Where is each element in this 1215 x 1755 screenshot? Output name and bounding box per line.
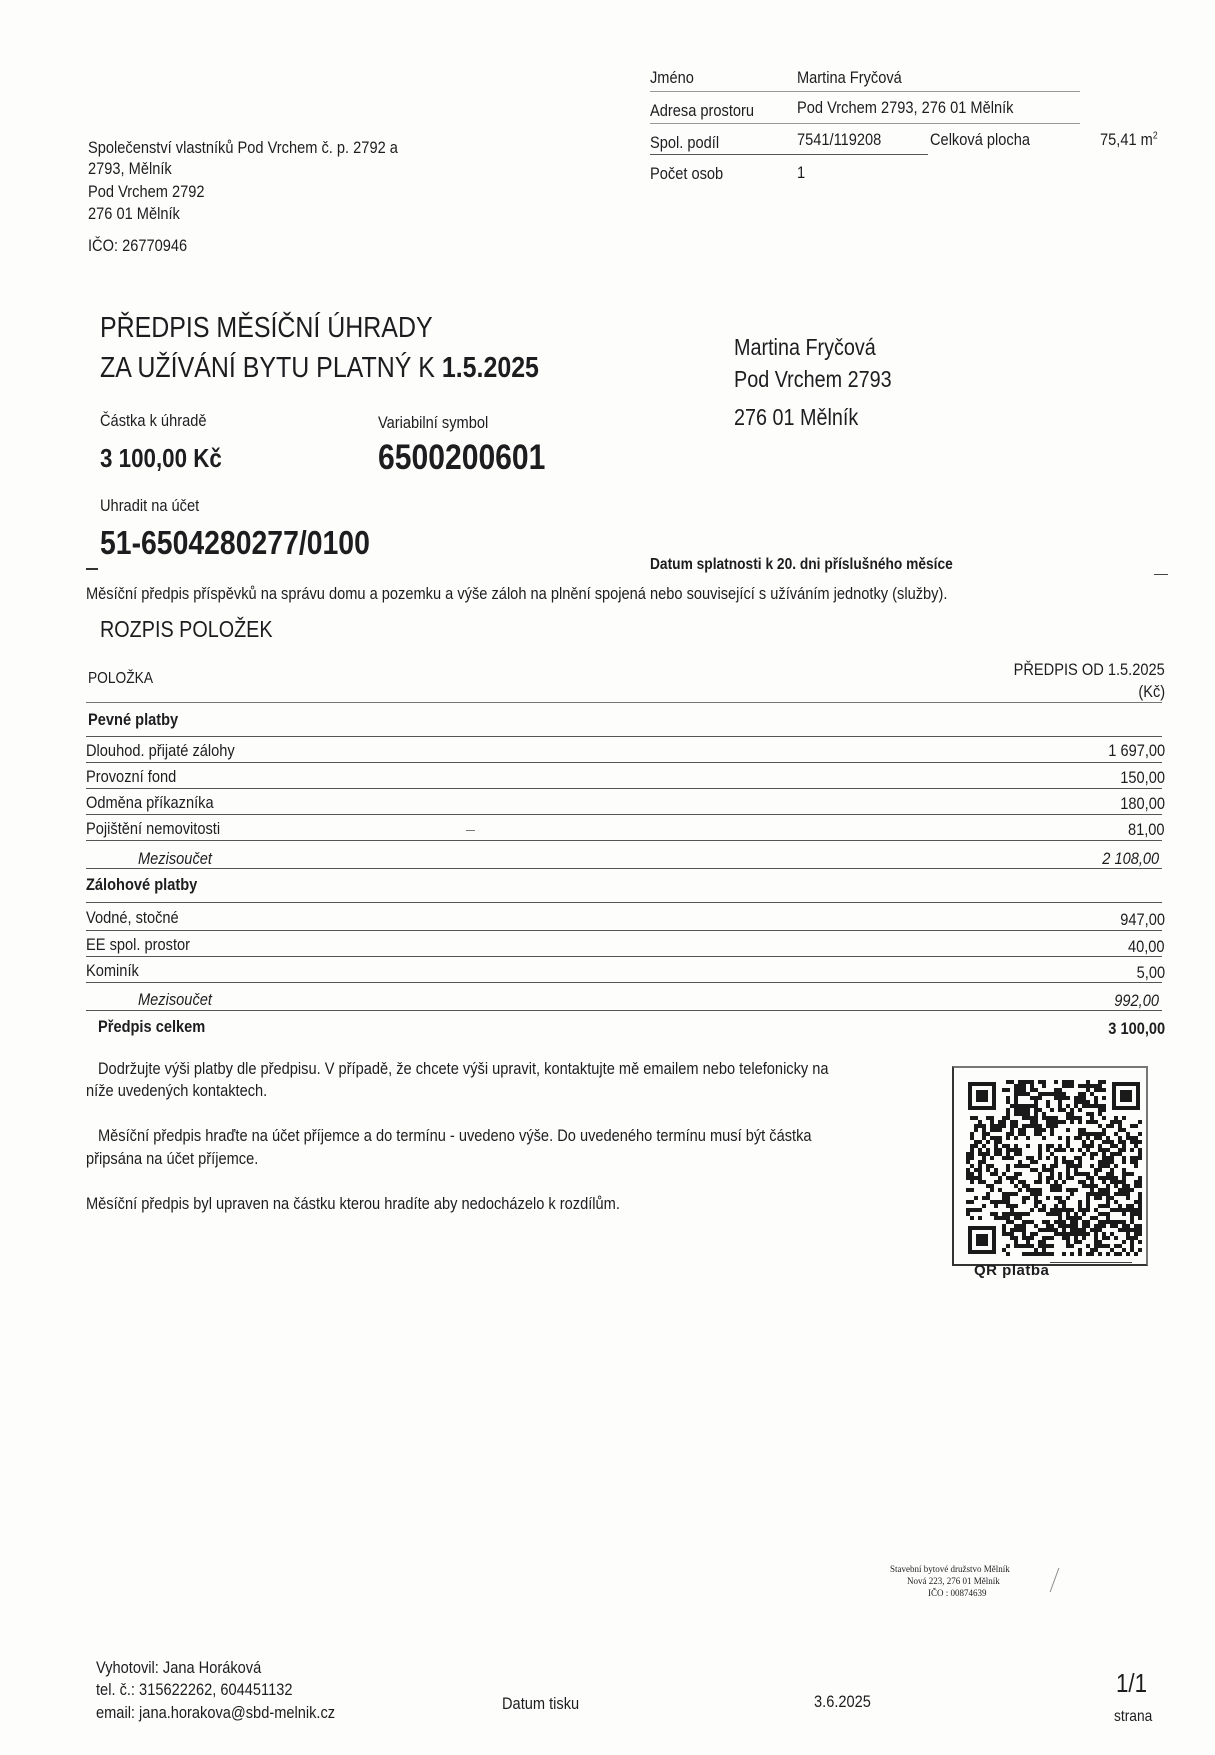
sender-line: Společenství vlastníků Pod Vrchem č. p. 2792 a bbox=[88, 138, 398, 157]
amount-label: Částka k úhradě bbox=[100, 411, 207, 430]
qr-code-icon bbox=[966, 1080, 1142, 1256]
vs-label: Variabilní symbol bbox=[378, 413, 489, 432]
subtotal-value: 2 108,00 bbox=[1102, 849, 1159, 868]
info-label-address: Adresa prostoru bbox=[650, 101, 755, 120]
row-label: Vodné, stočné bbox=[86, 908, 179, 927]
page-title-validity: ZA UŽÍVÁNÍ BYTU PLATNÝ K 1.5.2025 bbox=[100, 352, 539, 384]
recipient-line: 276 01 Mělník bbox=[734, 404, 859, 430]
row-value: 81,00 bbox=[1128, 820, 1165, 839]
print-date-label: Datum tisku bbox=[502, 1694, 580, 1713]
print-date-value: 3.6.2025 bbox=[814, 1692, 871, 1711]
recipient-line: Martina Fryčová bbox=[734, 334, 876, 360]
total-value: 3 100,00 bbox=[1108, 1019, 1165, 1038]
group-heading-advance: Zálohové platby bbox=[86, 875, 198, 894]
note-text: Dodržujte výši platby dle předpisu. V případě, že chcete výši upravit, kontaktujte mě emailem nebo telefonicky na bbox=[98, 1059, 829, 1078]
footer-email: email: jana.horakova@sbd-melnik.cz bbox=[96, 1703, 336, 1722]
recipient-line: Pod Vrchem 2793 bbox=[734, 366, 892, 392]
info-value-address: Pod Vrchem 2793, 276 01 Mělník bbox=[797, 98, 1014, 117]
page-title: PŘEDPIS MĚSÍČNÍ ÚHRADY bbox=[100, 312, 433, 344]
row-value: 150,00 bbox=[1120, 768, 1165, 787]
qr-label: QR platba bbox=[974, 1262, 1050, 1279]
footer-phone: tel. č.: 315622262, 604451132 bbox=[96, 1680, 293, 1699]
row-label: Pojištění nemovitosti bbox=[86, 819, 221, 838]
stamp-line: Stavební bytové družstvo Mělník bbox=[890, 1564, 1010, 1574]
info-value-share: 7541/119208 bbox=[797, 130, 882, 149]
row-label: Dlouhod. přijaté zálohy bbox=[86, 741, 235, 760]
row-value: 5,00 bbox=[1136, 963, 1165, 982]
subtotal-label: Mezisoučet bbox=[138, 849, 212, 868]
note-text: Měsíční předpis byl upraven na částku kterou hradíte aby nedocházelo k rozdílům. bbox=[86, 1194, 620, 1213]
account-label: Uhradit na účet bbox=[100, 496, 200, 515]
subtotal-label: Mezisoučet bbox=[138, 990, 212, 1009]
account-value: 51-6504280277/0100 bbox=[100, 524, 370, 561]
row-value: 40,00 bbox=[1128, 937, 1165, 956]
row-label: EE spol. prostor bbox=[86, 935, 191, 954]
row-value: 180,00 bbox=[1120, 794, 1165, 813]
note-text: připsána na účet příjemce. bbox=[86, 1149, 259, 1168]
sender-line: 2793, Mělník bbox=[88, 159, 172, 178]
info-label-area: Celková plocha bbox=[930, 130, 1030, 149]
group-heading-fixed: Pevné platby bbox=[88, 710, 179, 729]
sender-line: 276 01 Mělník bbox=[88, 204, 180, 223]
row-label: Kominík bbox=[86, 961, 139, 980]
amount-value: 3 100,00 Kč bbox=[100, 443, 222, 473]
note-text: níže uvedených kontaktech. bbox=[86, 1081, 268, 1100]
row-label: Provozní fond bbox=[86, 767, 177, 786]
stamp-line: IČO : 00874639 bbox=[928, 1588, 987, 1598]
page-label: strana bbox=[1114, 1708, 1153, 1725]
row-value: 1 697,00 bbox=[1108, 741, 1165, 760]
note-text: Měsíční předpis hraďte na účet příjemce a do termínu - uvedeno výše. Do uvedeného termínu musí být částka bbox=[98, 1126, 812, 1145]
column-header-unit: (Kč) bbox=[1138, 682, 1165, 701]
info-value-persons: 1 bbox=[797, 163, 806, 182]
footer-prepared: Vyhotovil: Jana Horáková bbox=[96, 1658, 262, 1677]
vs-value: 6500200601 bbox=[378, 438, 546, 477]
info-label-persons: Počet osob bbox=[650, 164, 724, 183]
info-label-name: Jméno bbox=[650, 68, 694, 87]
subtotal-value: 992,00 bbox=[1114, 991, 1159, 1010]
row-value: 947,00 bbox=[1120, 910, 1165, 929]
sender-ico: IČO: 26770946 bbox=[88, 236, 188, 255]
stamp-line: Nová 223, 276 01 Mělník bbox=[907, 1576, 1000, 1586]
row-label: Odměna příkazníka bbox=[86, 793, 214, 812]
description: Měsíční předpis příspěvků na správu domu a pozemku a výše záloh na plnění spojená nebo související s užíváním jednotky (služby). bbox=[86, 584, 948, 603]
column-header-item: POLOŽKA bbox=[88, 670, 153, 687]
section-heading: ROZPIS POLOŽEK bbox=[100, 616, 273, 642]
column-header-value: PŘEDPIS OD 1.5.2025 bbox=[1013, 660, 1165, 679]
signature-icon bbox=[1050, 1568, 1080, 1592]
info-label-share: Spol. podíl bbox=[650, 133, 720, 152]
total-label: Předpis celkem bbox=[98, 1017, 206, 1036]
info-value-area: 75,41 $m^2$ bbox=[1100, 130, 1158, 149]
page-number: 1/1 bbox=[1116, 1668, 1148, 1698]
info-value-name: Martina Fryčová bbox=[797, 68, 902, 87]
sender-line: Pod Vrchem 2792 bbox=[88, 182, 205, 201]
due-date: Datum splatnosti k 20. dni příslušného měsíce bbox=[650, 556, 953, 573]
